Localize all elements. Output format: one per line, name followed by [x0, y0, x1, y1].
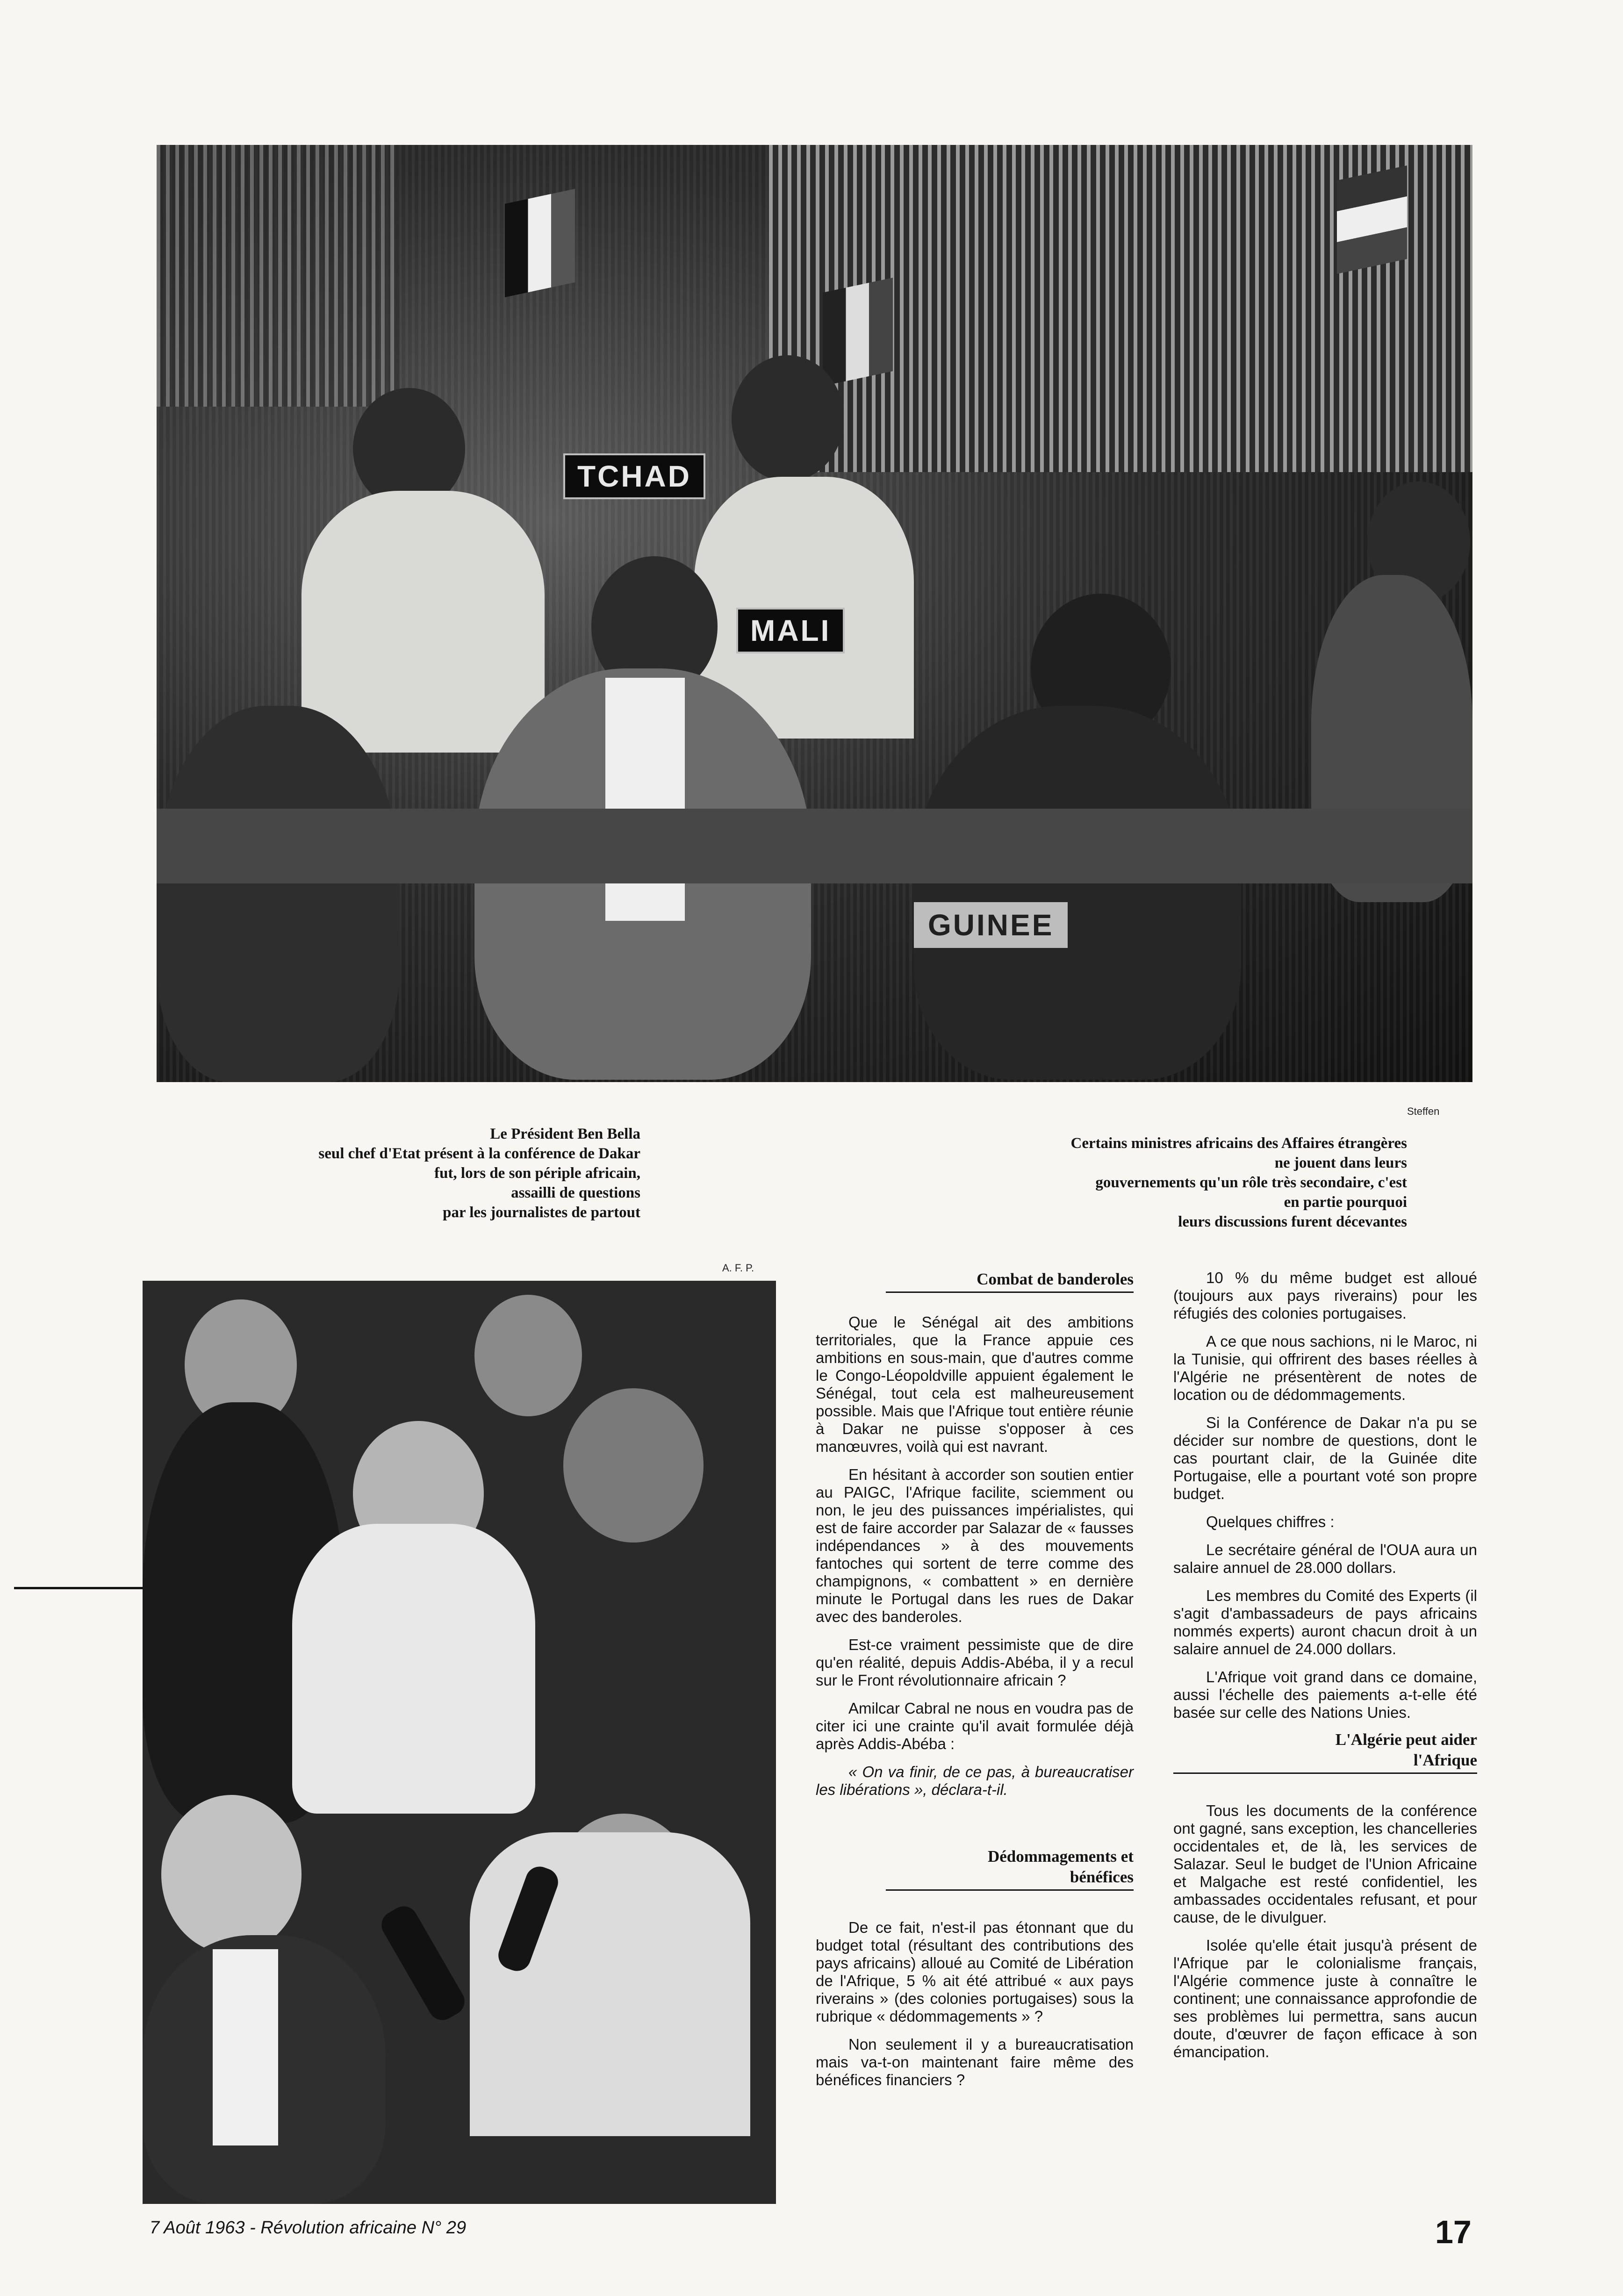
- article-column-2b: [1173, 1802, 1477, 2071]
- press-photo: [143, 1281, 776, 2204]
- ben-bella-shirt: [213, 1949, 278, 2145]
- article-column-1a: [816, 1313, 1134, 1809]
- paragraph: Si la Conférence de Dakar n'a pu se décider sur nombre de questions, dont le cas pourtant clair, de la Guinée dite Portugaise, elle a pourtant voté son propre budget.: [1173, 1414, 1477, 1502]
- flag-center: [823, 278, 893, 386]
- paragraph: Tous les documents de la conférence ont gagné, sans exception, les chancelleries occidentales et, de là, les services de Salazar. Seul le budget de l'Union Africaine et Malgache est resté confidentiel, les ambassades occidentales refusant, et pour cause, de le divulguer.: [1173, 1802, 1477, 1926]
- journalist-shirt-5: [470, 1832, 750, 2136]
- caption-left-line: Le Président Ben Bella: [490, 1126, 640, 1142]
- nameplate-tchad: TCHAD: [563, 453, 705, 499]
- caption-left-line: fut, lors de son périple africain,: [434, 1165, 640, 1182]
- heading-algerie-peut-aider: [1173, 1729, 1477, 1774]
- paragraph: A ce que nous sachions, ni le Maroc, ni la Tunisie, qui offrirent des bases réelles à l'Algérie ne présentèrent de notes de location ou de dédommagements.: [1173, 1333, 1477, 1403]
- paragraph: Isolée qu'elle était jusqu'à présent de l'Afrique par le colonialisme français, l'Algérie commence juste à connaître le continent; une connaissance approfondie de ses problèmes lui permettra, sans aucun doute, d'œuvrer de façon efficace à son émancipation.: [1173, 1937, 1477, 2060]
- photo-credit-afp: A. F. P.: [722, 1262, 754, 1274]
- flag-left: [505, 189, 575, 297]
- photo-credit-steffen: Steffen: [1407, 1105, 1440, 1117]
- nameplate-guinee: GUINEE: [914, 902, 1068, 948]
- delegate-body-4: [914, 706, 1241, 1080]
- heading-dedommagements-line: Dédommagements et: [988, 1847, 1134, 1866]
- heading-dedommagements-line: bénéfices: [1070, 1868, 1134, 1886]
- paragraph: Que le Sénégal ait des ambitions territoriales, que la France appuie ces ambitions en sous-main, que d'autres comme le Congo-Léopoldville appuient également le Sénégal, tout cela est malheureusement possible. Mais que l'Afrique tout entière réunie à Dakar ne puisse s'opposer à ces manœuvres, voilà qui est navrant.: [816, 1313, 1134, 1455]
- delegate-foreground-left: [157, 706, 400, 1082]
- paragraph: En hésitant à accorder son soutien entier au PAIGC, l'Afrique facilite, sciemment ou non, le jeu des puissances impérialistes, qui est de faire accorder par Salazar de « fausses indépendances » à des mouvements fantoches qui sortent de terre comme des champignons, « combattent » en dernière minute le Portugal dans les rues de Dakar avec des banderoles.: [816, 1466, 1134, 1625]
- delegate-head-2: [732, 355, 844, 481]
- journalist-head-4: [563, 1388, 704, 1543]
- paragraph: Est-ce vraiment pessimiste que de dire qu'en réalité, depuis Addis-Abéba, il y a recul sur le Front révolutionnaire africain ?: [816, 1636, 1134, 1689]
- heading-algerie-line: L'Algérie peut aider: [1335, 1730, 1477, 1749]
- paragraph: Quelques chiffres :: [1206, 1513, 1335, 1530]
- caption-right-line: leurs discussions furent décevantes: [1178, 1213, 1407, 1230]
- caption-right-line: en partie pourquoi: [1284, 1194, 1407, 1211]
- conference-table: [157, 809, 1472, 883]
- ben-bella-head: [161, 1795, 302, 1954]
- journalist-shirt-3: [292, 1524, 535, 1814]
- caption-right-line: ne jouent dans leurs: [1274, 1155, 1407, 1171]
- caption-left-line: par les journalistes de partout: [443, 1204, 640, 1221]
- conference-photo: [157, 145, 1472, 1082]
- paragraph: Amilcar Cabral ne nous en voudra pas de citer ici une crainte qu'il avait formulée déjà après Addis-Abéba :: [816, 1700, 1134, 1752]
- nameplate-mali: MALI: [736, 608, 845, 653]
- paragraph-quote: « On va finir, de ce pas, à bureaucratiser les libérations », déclara-t-il.: [816, 1763, 1134, 1798]
- caption-right-line: Certains ministres africains des Affaires étrangères: [1070, 1135, 1407, 1152]
- heading-algerie-line: l'Afrique: [1413, 1751, 1477, 1769]
- paragraph: Les membres du Comité des Experts (il s'agit d'ambassadeurs de pays africains nommés experts) auront chacun droit à un salaire annuel de 24.000 dollars.: [1173, 1587, 1477, 1657]
- caption-right-line: gouvernements qu'un rôle très secondaire, c'est: [1095, 1174, 1407, 1191]
- heading-dedommagements: [886, 1846, 1134, 1891]
- journalist-head-2: [474, 1295, 582, 1416]
- paragraph: 10 % du même budget est alloué (toujours aux pays riverains) pour les réfugiés des colonies portugaises.: [1173, 1269, 1477, 1322]
- delegate-shirt-3: [605, 678, 685, 921]
- heading-combat-de-banderoles: Combat de banderoles: [886, 1269, 1134, 1293]
- paragraph: Le secrétaire général de l'OUA aura un salaire annuel de 28.000 dollars.: [1173, 1541, 1477, 1576]
- paragraph: Non seulement il y a bureaucratisation mais va-t-on maintenant faire même des bénéfices financiers ?: [816, 2036, 1134, 2088]
- caption-left: [154, 1124, 640, 1222]
- curtain-background-left: [157, 145, 400, 407]
- page-number: 17: [1435, 2214, 1472, 2250]
- flag-right: [1337, 165, 1407, 274]
- caption-left-line: seul chef d'Etat présent à la conférence de Dakar: [318, 1145, 640, 1162]
- paragraph: De ce fait, n'est-il pas étonnant que du budget total (résultant des contributions des pays africains) alloué au Comité de Libération de l'Afrique, 5 % ait été attribué « aux pays riverains » (des colonies portugaises) sous la rubrique « dédommagements » ?: [816, 1919, 1134, 2025]
- delegate-robe-1: [302, 491, 545, 753]
- paragraph: L'Afrique voit grand dans ce domaine, aussi l'échelle des paiements a-t-elle été basée sur celle des Nations Unies.: [1173, 1668, 1477, 1721]
- margin-rule: [14, 1587, 143, 1589]
- footer-issue: 7 Août 1963 - Révolution africaine N° 29: [150, 2218, 467, 2238]
- caption-left-line: assailli de questions: [511, 1184, 640, 1201]
- article-column-2a: [1173, 1269, 1477, 1732]
- caption-right: [795, 1134, 1407, 1232]
- microphone: [376, 1901, 469, 2025]
- article-column-1b: [816, 1919, 1134, 2099]
